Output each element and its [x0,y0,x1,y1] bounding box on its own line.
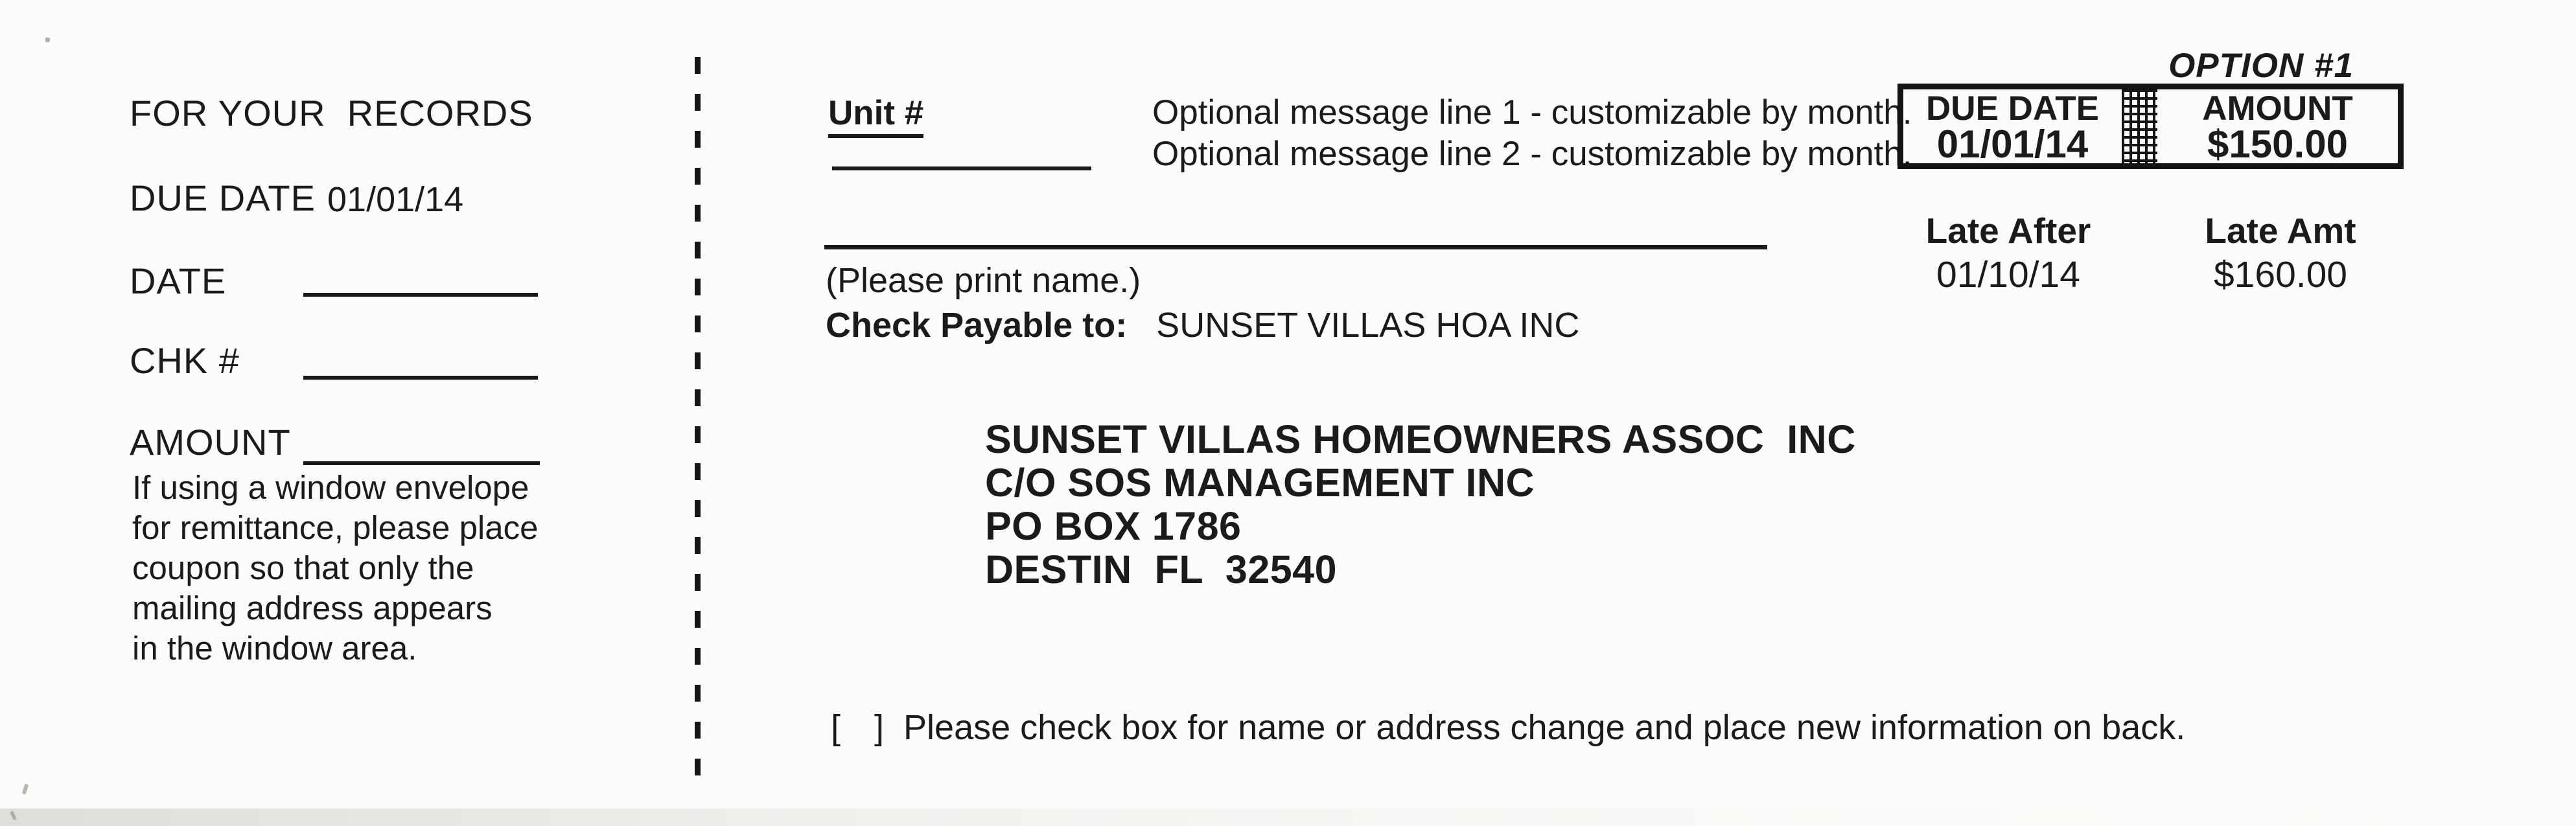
check-payable-row [826,306,1579,344]
note-line: If using a window envelope [132,469,529,506]
amount-value: $150.00 [2207,122,2348,166]
address-line: SUNSET VILLAS HOMEOWNERS ASSOC INC [985,417,1856,461]
address-change-checkbox[interactable]: [ [831,708,841,747]
late-after-column [1908,211,2109,294]
late-after-label: Late After [1925,211,2091,251]
option-title: OPTION #1 [2168,47,2354,85]
address-change-checkbox-close: ] [874,708,885,747]
scan-speck [22,783,29,794]
note-line: mailing address appears [132,590,493,626]
late-amount-value: $160.00 [2213,254,2348,295]
records-date-fill-line[interactable] [303,293,538,297]
optional-message-line-1: Optional message line 1 - customizable by month. [1152,93,1912,132]
late-amount-column [2180,211,2381,294]
print-name-hint: (Please print name.) [826,261,1141,300]
late-after-value: 01/10/14 [1936,254,2080,295]
due-amount-box [1897,84,2404,169]
perforation-dashed-line [695,57,701,780]
address-change-row [831,709,2185,746]
address-line: C/O SOS MANAGEMENT INC [985,461,1535,505]
records-amount-fill-line[interactable] [303,461,540,465]
address-change-note: Please check box for name or address change and place new information on back. [903,708,2186,747]
note-line: for remittance, please place [132,509,539,546]
records-amount-label: AMOUNT [130,422,291,463]
window-envelope-note [132,468,539,669]
records-date-label: DATE [130,260,227,301]
crosshatch-divider [2122,89,2157,163]
remit-address-block [985,418,1856,591]
amount-label: AMOUNT [2202,89,2353,128]
note-line: coupon so that only the [132,549,474,586]
records-check-number-label: CHK # [130,340,240,381]
check-payable-label: Check Payable to: [826,306,1128,345]
due-date-label: DUE DATE [1926,89,2099,128]
check-payable-value: SUNSET VILLAS HOA INC [1156,306,1580,345]
records-due-date-label: DUE DATE [130,178,316,218]
unit-number-fill-line[interactable] [832,166,1091,170]
address-line: DESTIN FL 32540 [985,547,1338,591]
due-date-value: 01/01/14 [1936,122,2089,166]
amount-cell [2157,89,2398,166]
scan-speck [45,38,50,42]
name-fill-line[interactable] [824,245,1767,249]
records-due-date-value: 01/01/14 [327,180,464,219]
late-amount-label: Late Amt [2205,211,2356,251]
note-line: in the window area. [132,630,417,667]
records-check-number-fill-line[interactable] [303,376,538,380]
due-date-cell [1903,89,2122,166]
unit-number-label: Unit # [828,96,923,138]
optional-message-line-2: Optional message line 2 - customizable by month. [1152,135,1912,173]
scan-edge-band [0,809,2576,826]
records-title: FOR YOUR RECORDS [130,93,533,133]
address-line: PO BOX 1786 [985,504,1242,548]
